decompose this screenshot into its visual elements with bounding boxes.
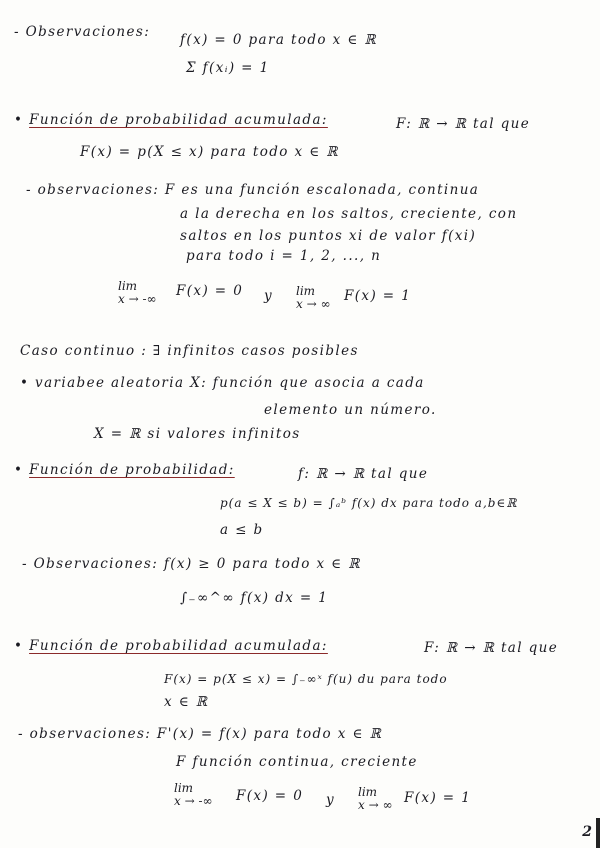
obs-label: - Observaciones: — [14, 24, 151, 40]
title-text: Función de probabilidad: — [29, 462, 235, 478]
section-title-pdf: • Función de probabilidad: — [14, 462, 235, 478]
title-rest: F: ℝ → ℝ tal que — [424, 640, 559, 656]
lim-word: lim — [118, 279, 138, 293]
limit-2-expr: F(x) = 1 — [344, 288, 412, 304]
lim-sub: x → ∞ — [296, 297, 331, 311]
random-variable-def-2: elemento un número. — [264, 402, 437, 418]
cdf-continuous-definition: F(x) = p(X ≤ x) = ∫₋∞ˣ f(u) du para todo — [164, 672, 448, 686]
page-number: 2 — [582, 824, 592, 840]
obs-formula-2: Σ f(xᵢ) = 1 — [186, 60, 270, 76]
obs-line-4: para todo i = 1, 2, ..., n — [186, 248, 382, 264]
lim-sub: x → ∞ — [358, 798, 393, 812]
pdf-observation: - Observaciones: f(x) ≥ 0 para todo x ∈ ℝ — [22, 556, 361, 572]
limit-4-expr: F(x) = 1 — [404, 790, 472, 806]
lim-word: lim — [358, 785, 378, 799]
lim-sub: x → -∞ — [118, 292, 157, 306]
pdf-integral: ∫₋∞^∞ f(x) dx = 1 — [180, 590, 329, 606]
obs-line-2: a la derecha en los saltos, creciente, con — [180, 206, 518, 222]
lim-word: lim — [296, 284, 316, 298]
cdf-continuous-observation-2: F función continua, creciente — [176, 754, 418, 770]
limit-3-expr: F(x) = 0 — [236, 788, 304, 804]
pdf-definition: p(a ≤ X ≤ b) = ∫ₐᵇ f(x) dx para todo a,b∈ℝ — [220, 496, 518, 510]
obs-line-3: saltos en los puntos xi de valor f(xi) — [180, 228, 477, 244]
lim-word: lim — [174, 781, 194, 795]
continuous-case: Caso continuo : ∃ infinitos casos posibles — [20, 343, 359, 359]
section-title-cdf-continuous: • Función de probabilidad acumulada: — [14, 638, 328, 654]
limit-1 — [118, 280, 157, 306]
cdf-continuous-observation: - observaciones: F'(x) = f(x) para todo x ∈ ℝ — [18, 726, 383, 742]
obs-formula-1: f(x) = 0 para todo x ∈ ℝ — [180, 32, 378, 48]
cdf-definition: F(x) = p(X ≤ x) para todo x ∈ ℝ — [80, 144, 339, 160]
random-variable-def: • variabee aleatoria X: función que asocia a cada — [20, 375, 425, 391]
limit-2 — [296, 285, 330, 311]
obs-line-1: - observaciones: F es una función escalonada, continua — [26, 182, 480, 198]
infinite-values: X = ℝ si valores infinitos — [94, 426, 301, 442]
cdf-continuous-definition-2: x ∈ ℝ — [164, 694, 209, 710]
lim-sub: x → -∞ — [174, 794, 213, 808]
title-rest: F: ℝ → ℝ tal que — [396, 116, 531, 132]
page-edge-mark — [596, 818, 600, 848]
and-word: y — [264, 288, 274, 304]
limit-3 — [174, 782, 213, 808]
limit-4 — [358, 786, 392, 812]
section-title-cdf-discrete: • Función de probabilidad acumulada: — [14, 112, 328, 128]
title-text: Función de probabilidad acumulada: — [29, 638, 328, 654]
and-word: y — [326, 792, 336, 808]
pdf-condition: a ≤ b — [220, 522, 264, 538]
limit-1-expr: F(x) = 0 — [176, 283, 244, 299]
title-rest: f: ℝ → ℝ tal que — [298, 466, 429, 482]
title-text: Función de probabilidad acumulada: — [29, 112, 328, 128]
